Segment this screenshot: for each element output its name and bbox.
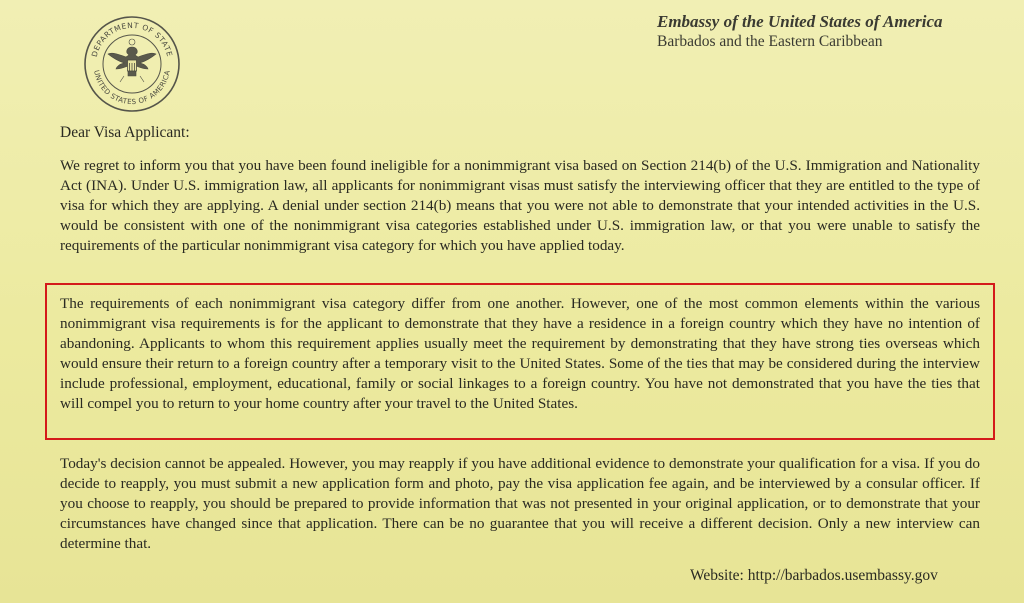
eagle-icon: [108, 39, 156, 82]
letterhead: [657, 12, 997, 51]
seal-bottom-text: UNITED STATES OF AMERICA: [92, 69, 172, 107]
department-of-state-seal-icon: [82, 14, 182, 114]
embassy-name: Embassy of the United States of America: [657, 12, 943, 31]
paragraph-requirements: The requirements of each nonimmigrant visa category differ from one another. However, one of the most common elements within the various nonimmigrant visa requirements is for the applicant to demonstrate that they have a residence in a foreign country which they have no intention of abandoning. Applicants to whom this requirement applies usually meet the requirement by demonstrating that they have strong ties overseas which would ensure their return to a foreign country after a temporary visit to the United States. Some of the ties that may be considered during the interview include professional, employment, educational, family or social linkages to a foreign country. You have not demonstrated that you have the ties that will compel you to return to your home country after your travel to the United States.: [60, 295, 980, 412]
website-line: Website: http://barbados.usembassy.gov: [690, 567, 938, 584]
embassy-region: Barbados and the Eastern Caribbean: [657, 33, 883, 50]
salutation: Dear Visa Applicant:: [60, 124, 190, 141]
seal-top-text: DEPARTMENT OF STATE: [89, 20, 175, 58]
paragraph-reapply: Today's decision cannot be appealed. However, you may reapply if you have additional evidence to demonstrate your qualification for a visa. If you do decide to reapply, you must submit a new application form and photo, pay the visa application fee again, and be interviewed by a consular officer. If you choose to reapply, you should be prepared to provide information that was not presented in your original application, or to demonstrate that your circumstances have changed since that application. There can be no guarantee that you will receive a different decision. Only a new interview can determine that.: [60, 455, 980, 552]
paragraph-ineligibility: We regret to inform you that you have been found ineligible for a nonimmigrant visa based on Section 214(b) of the U.S. Immigration and Nationality Act (INA). Under U.S. immigration law, all applicants for nonimmigrant visas must satisfy the interviewing officer that they are entitled to the type of visa for which they are applying. A denial under section 214(b) means that you were not able to demonstrate that your intended activities in the U.S. would be consistent with one of the nonimmigrant visa categories established under U.S. immigration law, or that you were unable to satisfy the requirements of the particular nonimmigrant visa category for which you have applied today.: [60, 157, 980, 254]
